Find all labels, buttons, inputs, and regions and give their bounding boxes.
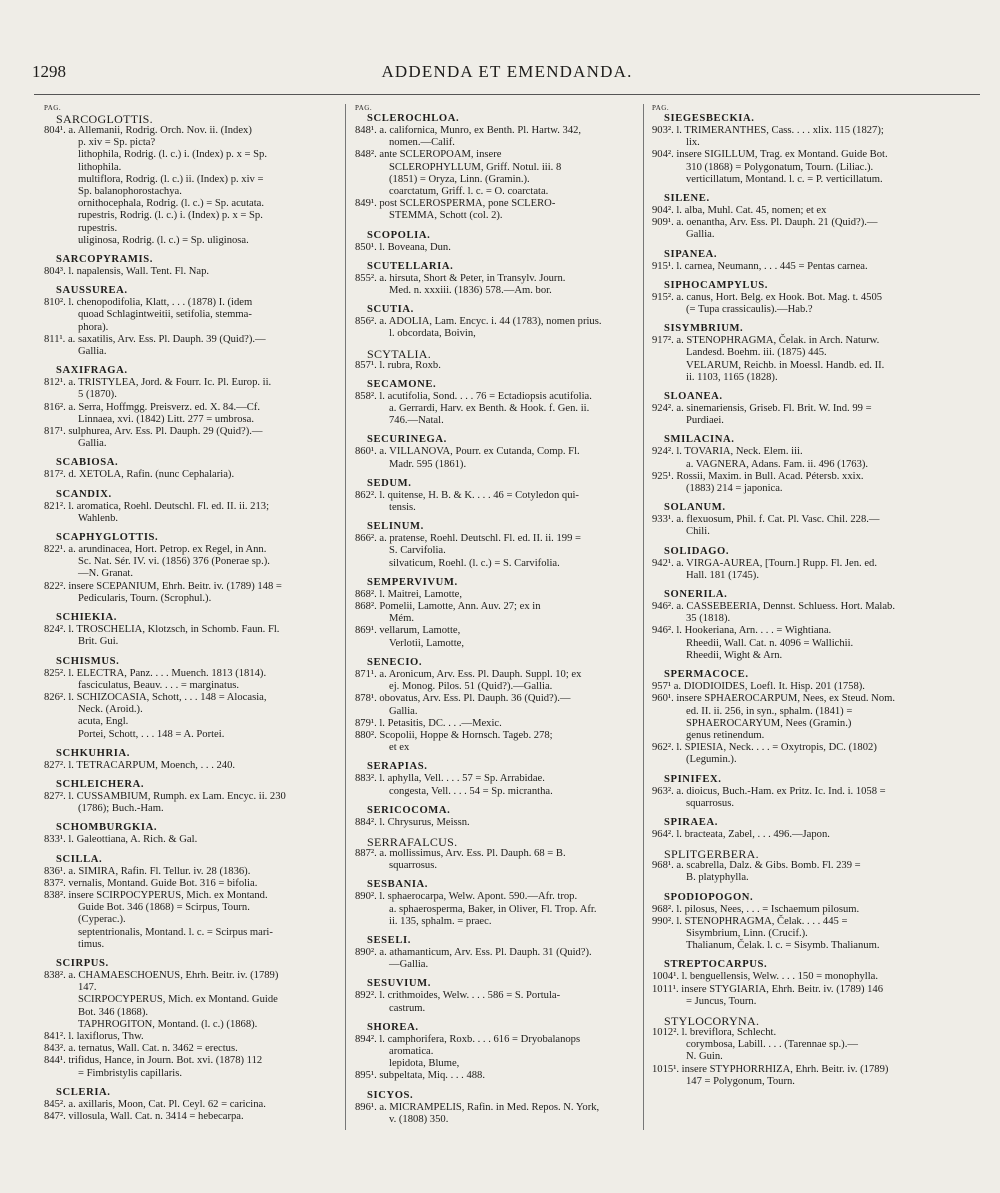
entry-continuation: quoad Schlagintweitii, setifolia, stemma- [78, 309, 252, 321]
entry-continuation: lepidota, Blume, [389, 1058, 460, 1070]
genus-heading: SPINIFEX. [664, 773, 722, 785]
genus-heading: SESELI. [367, 934, 411, 946]
entry-continuation: uliginosa, Rodrig. (l. c.) = Sp. uliginosa. [78, 234, 249, 246]
entry-continuation: Mém. [389, 613, 415, 625]
header-rule [34, 94, 980, 95]
entry-continuation: silvaticum, Roehl. (l. c.) = S. Carvifolia. [389, 557, 560, 569]
entry-line: 827². l. TETRACARPUM, Moench, . . . 240. [44, 759, 236, 771]
entry-line: 836¹. a. SIMIRA, Rafin. Fl. Tellur. iv. 28 (1836). [44, 865, 251, 877]
entry-continuation: multiflora, Rodrig. (l. c.) ii. (Index) p. xiv = [78, 173, 264, 185]
entry-line: 904². insere SIGILLUM, Trag. ex Montand. Guide Bot. [652, 149, 888, 161]
entry-continuation: Brit. Gui. [78, 636, 119, 648]
pag-label: PAG. [355, 104, 373, 112]
entry-line: 925¹. Rossii, Maxim. in Bull. Acad. Pétersb. xxix. [652, 470, 864, 482]
entry-line: 868². Pomelii, Lamotte, Ann. Auv. 27; ex in [355, 601, 541, 613]
column-right [652, 104, 982, 1189]
pag-label: PAG. [44, 104, 62, 112]
genus-heading: SECAMONE. [367, 378, 437, 390]
entry-continuation: = Juncus, Tourn. [686, 995, 757, 1007]
entry-continuation: Gallia. [78, 438, 107, 450]
genus-heading: SCUTELLARIA. [367, 260, 454, 272]
entry-continuation: p. xiv = Sp. picta? [78, 137, 156, 149]
entry-line: 894². l. camphorifera, Roxb. . . . 616 = Dryobalanops [355, 1033, 581, 1045]
entry-continuation: B. platyphylla. [686, 872, 749, 884]
entry-continuation: (1851) = Oryza, Linn. (Gramin.). [389, 173, 530, 185]
entry-continuation: Wahlenb. [78, 512, 119, 524]
genus-heading: SHOREA. [367, 1021, 419, 1033]
entry-line: 810². l. chenopodifolia, Klatt, . . . (1878) I. (idem [44, 297, 253, 309]
entry-continuation: 147. [78, 982, 97, 994]
pag-label: PAG. [652, 104, 670, 112]
entry-line: 968¹. a. scabrella, Dalz. & Gibs. Bomb. Fl. 239 = [652, 860, 861, 872]
entry-line: 824². l. TROSCHELIA, Klotzsch, in Schomb. Faun. Fl. [44, 624, 280, 636]
entry-line: 817¹. sulphurea, Arv. Ess. Pl. Dauph. 29 (Quid?).— [44, 426, 263, 438]
genus-heading: SCIRPUS. [56, 957, 109, 969]
entry-line: 878¹. obovatus, Arv. Ess. Pl. Dauph. 36 (Quid?).— [355, 693, 571, 705]
entry-line: 871¹. a. Aronicum, Arv. Ess. Pl. Dauph. Suppl. 10; ex [355, 668, 582, 680]
entry-continuation: ej. Monog. Pilos. 51 (Quid?).—Gallia. [389, 681, 553, 693]
entry-continuation: Portei, Schott, . . . 148 = A. Portei. [78, 728, 225, 740]
genus-heading: SEMPERVIVUM. [367, 576, 458, 588]
entry-continuation: SCLEROPHYLLUM, Griff. Notul. iii. 8 [389, 161, 562, 173]
entry-continuation: v. (1808) 350. [389, 1113, 449, 1125]
entry-line: 924². l. TOVARIA, Neck. Elem. iii. [652, 446, 803, 458]
entry-line: 822¹. a. arundinacea, Hort. Petrop. ex Regel, in Ann. [44, 544, 267, 556]
column-left [44, 104, 336, 1189]
entry-line: 942¹. a. VIRGA-AUREA, [Tourn.] Rupp. Fl. Jen. ed. [652, 557, 877, 569]
entry-continuation: genus retinendum. [686, 729, 765, 741]
entry-line: 1011¹. insere STYGIARIA, Ehrh. Beitr. iv. (1789) 146 [652, 983, 884, 995]
entry-line: 904². l. alba, Muhl. Cat. 45, nomen; et ex [652, 205, 827, 217]
entry-line: 804¹. a. Allemanii, Rodrig. Orch. Nov. ii. (Index) [44, 125, 252, 136]
genus-heading: SCANDIX. [56, 488, 112, 500]
entry-line: 917². a. STENOPHRAGMA, Čelak. in Arch. Naturw. [652, 335, 880, 347]
entry-continuation: Landesd. Boehm. iii. (1875) 445. [686, 347, 827, 359]
page-header [32, 62, 982, 90]
entry-line: 964². l. bracteata, Zabel, . . . 496.—Japon. [652, 828, 830, 840]
entry-continuation: nomen.—Calif. [389, 137, 455, 149]
entry-continuation: Purdiaei. [686, 415, 724, 427]
entry-continuation: Sp. balanophorostachya. [78, 186, 182, 198]
entry-line: 946². l. Hookeriana, Arn. . . . = Wightiana. [652, 625, 832, 637]
entry-line: 960¹. insere SPHAEROCARPUM, Nees, ex Steud. Nom. [652, 693, 896, 705]
entry-continuation: N. Guin. [686, 1051, 723, 1063]
entry-continuation: Neck. (Aroid.). [78, 704, 143, 716]
entry-continuation: ii. 135, sphalm. = praec. [389, 915, 492, 927]
entry-continuation: (Legumin.). [686, 754, 737, 766]
entry-line: 822². insere SCEPANIUM, Ehrh. Beitr. iv. (1789) 148 = [44, 580, 282, 592]
entry-line: 811¹. a. saxatilis, Arv. Ess. Pl. Dauph. 39 (Quid?).— [44, 333, 266, 345]
entry-line: 887². a. mollissimus, Arv. Ess. Pl. Dauph. 68 = B. [355, 847, 566, 859]
genus-heading: SARCOPYRAMIS. [56, 254, 153, 266]
genus-heading: SCAPHYGLOTTIS. [56, 532, 159, 544]
entry-line: 838². a. CHAMAESCHOENUS, Ehrh. Beitr. iv. (1789) [44, 969, 279, 981]
entry-continuation: Gallia. [686, 229, 715, 241]
entry-continuation: Gallia. [78, 346, 107, 358]
genus-heading: SMILACINA. [664, 434, 735, 446]
genus-heading: SCOPOLIA. [367, 229, 431, 241]
genus-heading: SELINUM. [367, 521, 424, 533]
genus-heading: SILENE. [664, 193, 710, 205]
entry-continuation: squarrosus. [389, 860, 437, 872]
entry-line: 962². l. SPIESIA, Neck. . . . = Oxytropis, DC. (1802) [652, 742, 877, 754]
entry-continuation: Chili. [686, 526, 710, 538]
entry-continuation: Rheedii, Wight & Arn. [686, 649, 783, 661]
entry-continuation: verticillatum, Montand. l. c. = P. verticillatum. [686, 173, 883, 185]
entry-line: 855². a. hirsuta, Short & Peter, in Transylv. Journ. [355, 272, 566, 284]
entry-continuation: 310 (1868) = Polygonatum, Tourn. (Liliac.). [686, 161, 874, 173]
entry-continuation: lix. [686, 137, 700, 149]
entry-continuation: castrum. [389, 1002, 426, 1014]
genus-heading: SCILLA. [56, 853, 103, 865]
entry-line: 903². l. TRIMERANTHES, Cass. . . . xlix. 115 (1827); [652, 125, 884, 136]
entry-continuation: acuta, Engl. [78, 716, 129, 728]
entry-continuation: SCIRPOCYPERUS, Mich. ex Montand. Guide [78, 994, 278, 1006]
entry-continuation: Hall. 181 (1745). [686, 569, 759, 581]
entry-continuation: Bot. 346 (1868). [78, 1006, 149, 1018]
entry-line: 860¹. a. VILLANOVA, Pourr. ex Cutanda, Comp. Fl. [355, 446, 580, 458]
entry-line: 915². a. canus, Hort. Belg. ex Hook. Bot. Mag. t. 4505 [652, 291, 883, 303]
entry-continuation: phora). [78, 321, 109, 333]
entry-continuation: (1786); Buch.-Ham. [78, 803, 164, 815]
genus-heading: SCABIOSA. [56, 457, 119, 469]
entry-line: 884². l. Chrysurus, Meissn. [355, 816, 470, 828]
entry-line: 848². ante SCLEROPOAM, insere [355, 149, 502, 161]
entry-continuation: congesta, Vell. . . . 54 = Sp. micrantha. [389, 785, 553, 797]
entry-line: 821². l. aromatica, Roehl. Deutschl. Fl. ed. II. ii. 213; [44, 500, 270, 512]
genus-heading: SERICOCOMA. [367, 804, 451, 816]
genus-heading: SPIRAEA. [664, 816, 718, 828]
entry-continuation: et ex [389, 742, 410, 754]
entry-continuation: S. Carvifolia. [389, 545, 446, 557]
genus-heading: SCHLEICHERA. [56, 778, 145, 790]
genus-heading: SEDUM. [367, 477, 412, 489]
entry-continuation: —Gallia. [389, 959, 429, 971]
genus-heading: SLOANEA. [664, 391, 723, 403]
genus-heading: SISYMBRIUM. [664, 323, 744, 335]
entry-line: 826². l. SCHIZOCASIA, Schott, . . . 148 = Alocasia, [44, 691, 267, 703]
entry-line: 856². a. ADOLIA, Lam. Encyc. i. 44 (1783), nomen prius. [355, 316, 602, 328]
entry-continuation: Guide Bot. 346 (1868) = Scirpus, Tourn. [78, 902, 250, 914]
entry-line: 890². l. sphaerocarpa, Welw. Apont. 590.—Afr. trop. [355, 891, 578, 903]
genus-heading: SIPHOCAMPYLUS. [664, 279, 769, 291]
genus-heading: SCHKUHRIA. [56, 747, 130, 759]
entry-line: 957¹ a. DIODIOIDES, Loefl. It. Hisp. 201 (1758). [652, 681, 865, 693]
entry-continuation: 746.—Natal. [389, 415, 444, 427]
entry-continuation: fasciculatus, Beauv. . . . = marginatus. [78, 679, 240, 691]
genus-heading: SCHIEKIA. [56, 612, 118, 624]
entry-continuation: coarctatum, Griff. l. c. = O. coarctata. [389, 186, 549, 198]
entry-line: 895¹. subpeltata, Miq. . . . 488. [355, 1070, 485, 1082]
entry-continuation: VELARUM, Reichb. in Moessl. Handb. ed. II. [686, 359, 885, 371]
entry-continuation: = Fimbristylis capillaris. [78, 1067, 182, 1079]
genus-heading: SAUSSUREA. [56, 285, 128, 297]
entry-line: 892². l. crithmoides, Welw. . . . 586 = S. Portula- [355, 990, 561, 1002]
entry-line: 838². insere SCIRPOCYPERUS, Mich. ex Montand. [44, 889, 268, 901]
entry-line: 880². Scopolii, Hoppe & Hornsch. Tageb. 278; [355, 729, 553, 741]
genus-heading: SIPANEA. [664, 248, 718, 260]
entry-line: 869¹. vellarum, Lamotte, [355, 625, 461, 637]
genus-heading: SERRAFALCUS. [367, 834, 458, 849]
entry-continuation: (1883) 214 = japonica. [686, 483, 783, 495]
entry-line: 817². d. XETOLA, Rafin. (nunc Cephalaria). [44, 469, 235, 481]
entry-line: 844¹. trifidus, Hance, in Journ. Bot. xvi. (1878) 112 [44, 1055, 263, 1067]
entry-continuation: 5 (1870). [78, 389, 117, 401]
entry-line: 1004¹. l. benguellensis, Welw. . . . 150 = monophylla. [652, 971, 879, 983]
entry-continuation: rupestris, Rodrig. (l. c.) i. (Index) p. x = Sp. [78, 210, 263, 222]
entry-line: 850¹. l. Boveana, Dun. [355, 241, 451, 253]
entry-line: 1012². l. breviflora, Schlecht. [652, 1026, 777, 1038]
entry-line: 915¹. l. carnea, Neumann, . . . 445 = Pentas carnea. [652, 260, 868, 272]
entry-continuation: Verlotii, Lamotte, [389, 637, 465, 649]
entry-line: 833¹. l. Galeottiana, A. Rich. & Gal. [44, 834, 198, 846]
page-number: 1298 [32, 62, 66, 81]
entry-line: 845². a. axillaris, Moon, Cat. Pl. Ceyl. 62 = caricina. [44, 1098, 266, 1110]
entry-continuation: l. obcordata, Boivin, [389, 328, 476, 340]
entry-line: 879¹. l. Petasitis, DC. . . .—Mexic. [355, 717, 502, 729]
entry-continuation: Thalianum, Čelak. l. c. = Sisymb. Thalianum. [686, 940, 880, 952]
entry-continuation: a. VAGNERA, Adans. Fam. ii. 496 (1763). [686, 458, 869, 470]
entry-line: 963². a. dioicus, Buch.-Ham. ex Pritz. Ic. Ind. i. 1058 = [652, 785, 886, 797]
entry-continuation: (= Tupa crassicaulis).—Hab.? [686, 304, 813, 316]
genus-heading: SCYTALIA. [367, 346, 432, 361]
genus-heading: SAXIFRAGA. [56, 365, 128, 377]
entry-continuation: tensis. [389, 502, 416, 514]
running-title: ADDENDA ET EMENDANDA. [381, 62, 633, 81]
genus-heading: SPERMACOCE. [664, 669, 749, 681]
genus-heading: SOLANUM. [664, 502, 726, 514]
genus-heading: SPLITGERBERA. [664, 847, 759, 862]
entry-continuation: lithophila, Rodrig. (l. c.) i. (Index) p. x = Sp. [78, 149, 267, 161]
entry-line: 816². a. Serra, Hoffmgg. Preisverz. ed. X. 84.—Cf. [44, 401, 260, 413]
genus-heading: SARCOGLOTTIS. [56, 112, 153, 126]
column-divider [345, 104, 346, 1130]
genus-heading: SESUVIUM. [367, 978, 431, 990]
entry-continuation: a. sphaerosperma, Baker, in Oliver, Fl. Trop. Afr. [389, 903, 597, 915]
genus-heading: SPODIOPOGON. [664, 891, 754, 903]
entry-line: 933¹. a. flexuosum, Phil. f. Cat. Pl. Vasc. Chil. 228.— [652, 514, 880, 526]
genus-heading: SENECIO. [367, 656, 423, 668]
entry-line: 990². l. STENOPHRAGMA, Čelak. . . . 445 = [652, 915, 848, 927]
entry-continuation: Sc. Nat. Sér. IV. vi. (1856) 376 (Ponerae sp.). [78, 556, 270, 568]
entry-continuation: ornithocephala, Rodrig. (l. c.) = Sp. acutata. [78, 198, 265, 210]
entry-continuation: Gallia. [389, 705, 418, 717]
entry-line: 849¹. post SCLEROSPERMA, pone SCLERO- [355, 198, 556, 210]
entry-continuation: Linnaea, xvi. (1842) Litt. 277 = umbrosa. [78, 413, 255, 425]
entry-continuation: aromatica. [389, 1045, 434, 1057]
entry-continuation: 147 = Polygonum, Tourn. [686, 1075, 795, 1087]
entry-line: 909¹. a. oenantha, Arv. Ess. Pl. Dauph. 21 (Quid?).— [652, 217, 878, 229]
entry-line: 862². l. quitense, H. B. & K. . . . 46 = Cotyledon qui- [355, 489, 579, 501]
entry-continuation: STEMMA, Schott (col. 2). [389, 210, 503, 222]
genus-heading: SCUTIA. [367, 304, 414, 316]
entry-line: 883². l. aphylla, Vell. . . . 57 = Sp. Arrabidae. [355, 773, 545, 785]
genus-heading: STREPTOCARPUS. [664, 959, 768, 971]
entry-line: 866². a. pratense, Roehl. Deutschl. Fl. ed. II. ii. 199 = [355, 533, 581, 545]
entry-line: 825². l. ELECTRA, Panz. . . . Muench. 1813 (1814). [44, 667, 267, 679]
genus-heading: SCLERIA. [56, 1086, 111, 1098]
genus-heading: SONERILA. [664, 589, 728, 601]
entry-continuation: rupestris. [78, 222, 118, 234]
entry-line: 847². villosula, Wall. Cat. n. 3414 = hebecarpa. [44, 1110, 244, 1122]
entry-continuation: a. Gerrardi, Harv. ex Benth. & Hook. f. Gen. ii. [389, 403, 590, 415]
entry-continuation: timus. [78, 938, 105, 950]
entry-line: 1015¹. insere STYPHORRHIZA, Ehrh. Beitr. iv. (1789) [652, 1063, 889, 1075]
entry-continuation: septentrionalis, Montand. l. c. = Scirpus mari- [78, 926, 273, 938]
entry-continuation: ii. 1103, 1165 (1828). [686, 371, 778, 383]
entry-continuation: 35 (1818). [686, 613, 731, 625]
genus-heading: SCHOMBURGKIA. [56, 822, 158, 834]
column-divider [643, 104, 644, 1130]
genus-heading: SESBANIA. [367, 879, 429, 891]
genus-heading: SIEGESBECKIA. [664, 113, 755, 124]
entry-line: 837². vernalis, Montand. Guide Bot. 316 = bifolia. [44, 877, 258, 889]
genus-heading: SOLIDAGO. [664, 545, 730, 557]
entry-continuation: —N. Granat. [78, 568, 134, 580]
entry-continuation: squarrosus. [686, 797, 734, 809]
entry-line: 804³. l. napalensis, Wall. Tent. Fl. Nap. [44, 266, 210, 278]
entry-continuation: corymbosa, Labill. . . . (Tarennae sp.).— [686, 1039, 858, 1051]
entry-line: 857¹. l. rubra, Roxb. [355, 359, 441, 371]
entry-line: 890². a. athamanticum, Arv. Ess. Pl. Dauph. 31 (Quid?). [355, 946, 592, 958]
entry-continuation: (Cyperac.). [78, 914, 126, 926]
entry-line: 946². a. CASSEBEERIA, Dennst. Schluess. Hort. Malab. [652, 601, 895, 613]
entry-continuation: lithophila. [78, 161, 122, 173]
entry-line: 968². l. pilosus, Nees, . . . = Ischaemum pilosum. [652, 903, 860, 915]
entry-line: 827². l. CUSSAMBIUM, Rumph. ex Lam. Encyc. ii. 230 [44, 790, 286, 802]
entry-continuation: SPHAEROCARYUM, Nees (Gramin.) [686, 717, 852, 729]
genus-heading: SCHISMUS. [56, 655, 120, 667]
column-middle [355, 104, 637, 1189]
genus-heading: SECURINEGA. [367, 434, 447, 446]
entry-line: 843². a. ternatus, Wall. Cat. n. 3462 = erectus. [44, 1043, 238, 1055]
entry-continuation: Pedicularis, Tourn. (Scrophul.). [78, 592, 212, 604]
entry-line: 858². l. acutifolia, Sond. . . . 76 = Ectadiopsis acutifolia. [355, 390, 592, 402]
entry-line: 868². l. Maitrei, Lamotte, [355, 588, 463, 600]
entry-line: 848¹. a. californica, Munro, ex Benth. Pl. Hartw. 342, [355, 125, 582, 136]
entry-line: 841². l. laxiflorus, Thw. [44, 1030, 144, 1042]
entry-continuation: Madr. 595 (1861). [389, 458, 467, 470]
entry-continuation: Sisymbrium, Linn. (Crucif.). [686, 927, 808, 939]
entry-continuation: ed. II. ii. 256, in syn., sphalm. (1841) = [686, 705, 853, 717]
entry-continuation: Med. n. xxxiii. (1836) 578.—Am. bor. [389, 285, 552, 297]
entry-continuation: TAPHROGITON, Montand. (l. c.) (1868). [78, 1018, 258, 1030]
genus-heading: STYLOCORYNA. [664, 1013, 760, 1028]
entry-line: 812¹. a. TRISTYLEA, Jord. & Fourr. Ic. Pl. Europ. ii. [44, 377, 272, 389]
genus-heading: SCLEROCHLOA. [367, 113, 460, 124]
entry-continuation: Rheedii, Wall. Cat. n. 4096 = Wallichii. [686, 637, 854, 649]
entry-line: 896¹. a. MICRAMPELIS, Rafin. in Med. Repos. N. York, [355, 1101, 600, 1113]
genus-heading: SICYOS. [367, 1089, 414, 1101]
genus-heading: SERAPIAS. [367, 761, 428, 773]
entry-line: 924². a. sinemariensis, Griseb. Fl. Brit. W. Ind. 99 = [652, 403, 872, 415]
